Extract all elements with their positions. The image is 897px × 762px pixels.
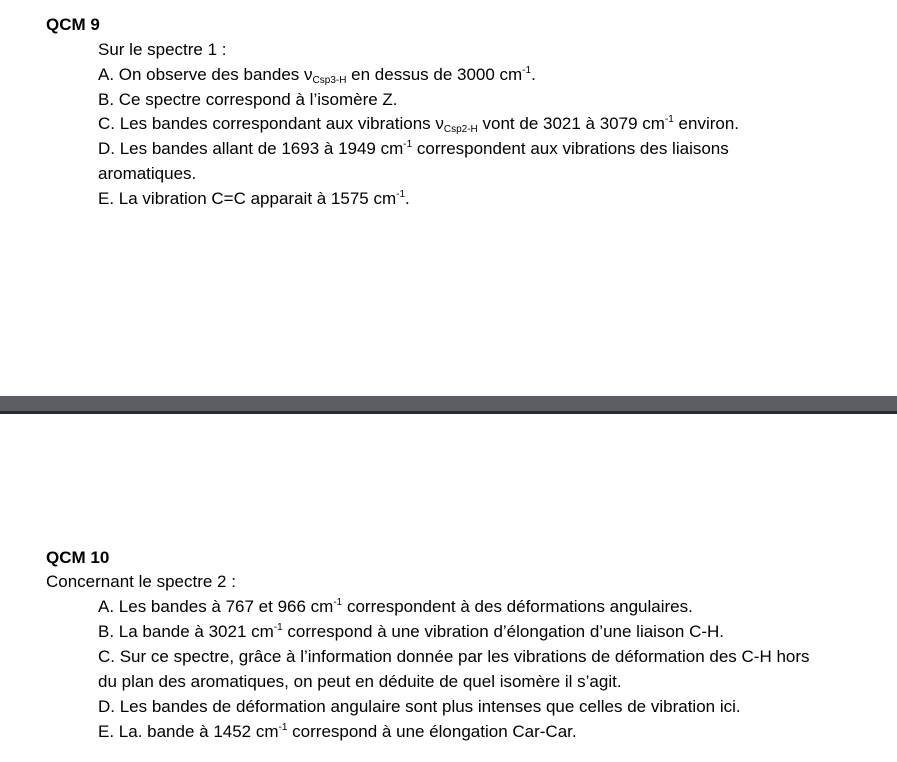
qcm10-option-b: B. La bande à 3021 $cm^{-1}$ correspond à une vibration d’élongation d’une liaison C-H.: [98, 622, 725, 641]
qcm9-option-a: A. On observe des bandes $\nu_{Csp3-H}$ en dessus de 3000 $cm^{-1}$.: [98, 65, 536, 86]
qcm10-option-a: A. Les bandes à 767 et 966 $cm^{-1}$ correspondent à des déformations angulaires.: [98, 597, 693, 616]
qcm9-option-e: E. La vibration C=C apparait à 1575 $cm^{-1}$.: [98, 189, 410, 208]
page-bottom: [0, 414, 897, 762]
qcm9-option-c: C. Les bandes correspondant aux vibrations $\nu_{Csp2-H}$ vont de 3021 à 3079 $cm^{-1}$ environ.: [98, 114, 740, 135]
separator-bar: [0, 396, 897, 411]
qcm10-option-d: D. Les bandes de déformation angulaire sont plus intenses que celles de vibration ici.: [98, 697, 741, 716]
page-separator: [0, 396, 897, 414]
qcm9-option-d: D. Les bandes allant de 1693 à 1949 $cm^{-1}$ correspondent aux vibrations des liaisons: [98, 139, 729, 158]
qcm9-intro: Sur le spectre 1 :: [98, 40, 227, 59]
qcm10-option-c-continued: du plan des aromatiques, on peut en déduite de quel isomère il s’agit.: [98, 672, 622, 691]
qcm10-option-c: C. Sur ce spectre, grâce à l’information donnée par les vibrations de déformation des C-H hors: [98, 647, 810, 666]
qcm10-title: QCM 10: [46, 548, 110, 567]
qcm9-option-b: B. Ce spectre correspond à l’isomère Z.: [98, 90, 398, 109]
qcm10-option-e: E. La. bande à 1452 $cm^{-1}$ correspond à une élongation Car-Car.: [98, 722, 577, 741]
qcm9-option-d-continued: aromatiques.: [98, 164, 197, 183]
qcm9-title: QCM 9: [46, 15, 100, 34]
qcm10-intro: Concernant le spectre 2 :: [46, 572, 236, 591]
